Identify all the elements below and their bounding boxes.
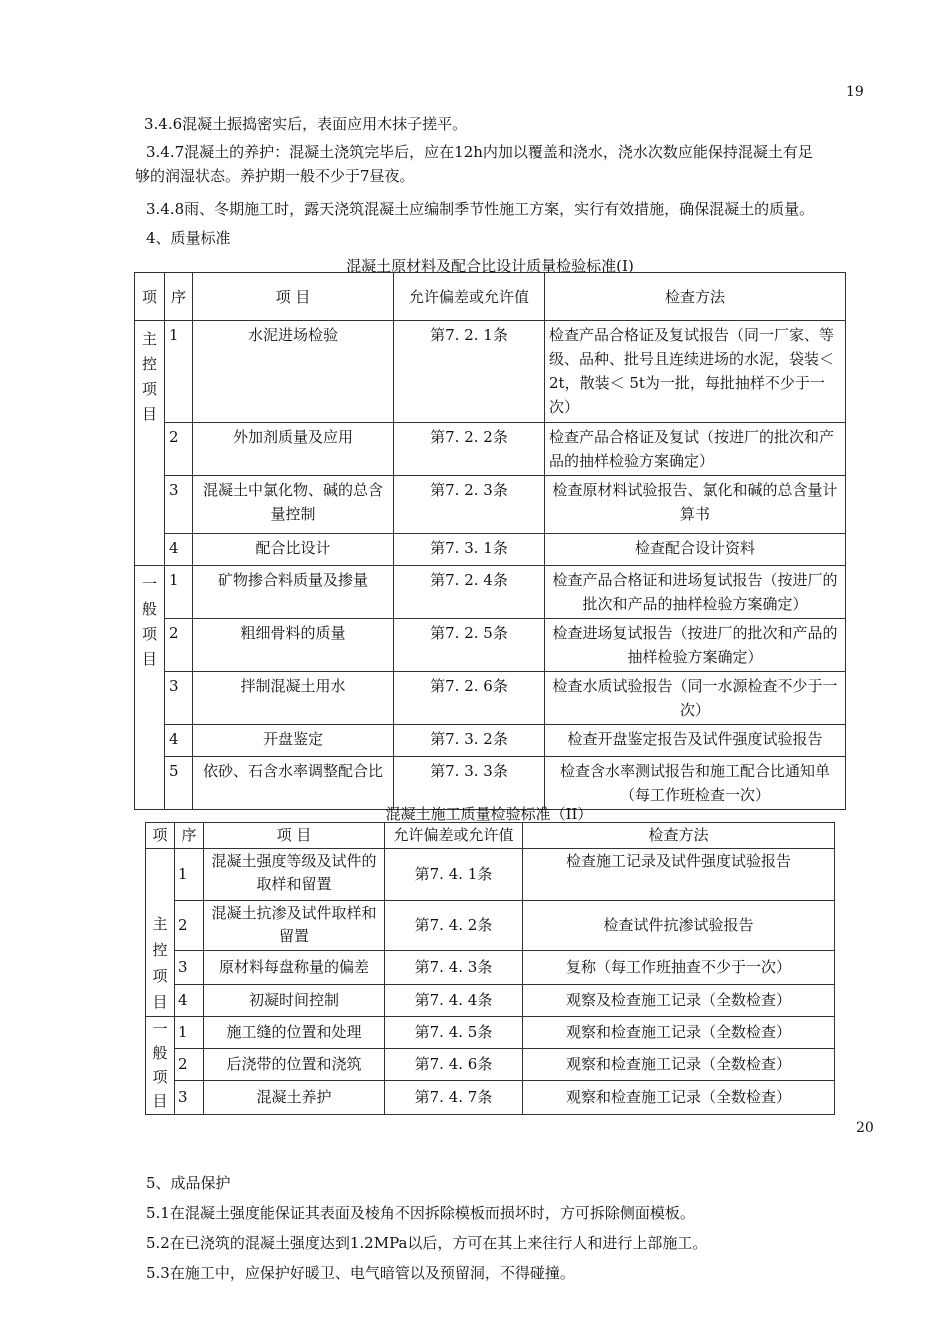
row-item: 初凝时间控制 [204,985,385,1017]
row-value: 第7. 2. 4条 [394,566,545,619]
row-method: 检查含水率测试报告和施工配合比通知单（每工作班检查一次） [545,757,846,810]
row-no: 5 [165,757,193,810]
table-row [146,849,835,901]
row-no: 4 [165,534,193,566]
row-item: 粗细骨料的质量 [193,619,394,672]
group-main-label: 主控项目 [141,330,157,423]
row-method: 检查进场复试报告（按进厂的批次和产品的抽样检验方案确定） [545,619,846,672]
row-value: 第7. 4. 1条 [385,849,523,901]
table2-header-row [146,823,835,849]
header-method: 检查方法 [523,823,835,849]
row-item: 混凝土强度等级及试件的取样和留置 [204,849,385,901]
row-no: 2 [175,901,204,951]
table-row [135,423,846,476]
header-item: 项 目 [193,273,394,321]
header-value: 允许偏差或允许值 [385,823,523,849]
row-no: 3 [165,476,193,534]
table-row [146,1049,835,1081]
row-method: 检查配合设计资料 [545,534,846,566]
row-no: 2 [165,423,193,476]
table-row [135,757,846,810]
row-method: 检查开盘鉴定报告及试件强度试验报告 [545,725,846,757]
row-value: 第7. 4. 4条 [385,985,523,1017]
header-item: 项 目 [204,823,385,849]
header-group: 项 [146,823,175,849]
row-item: 混凝土抗渗及试件取样和留置 [204,901,385,951]
table-row [135,476,846,534]
paragraph-3-4-7-line1: 3.4.7混凝土的养护：混凝土浇筑完毕后，应在12h内加以覆盖和浇水，浇水次数应能保持混凝土有足 [146,143,813,161]
paragraph-5-1: 5.1在混凝土强度能保证其表面及棱角不因拆除模板而损坏时，方可拆除侧面模板。 [146,1204,695,1222]
header-group: 项 [135,273,165,321]
table-row [146,951,835,985]
page-number-top: 19 [846,84,864,100]
row-item: 施工缝的位置和处理 [204,1017,385,1049]
row-value: 第7. 4. 7条 [385,1081,523,1115]
table-row [135,534,846,566]
table1-caption: 混凝土原材料及配合比设计质量检验标准(I) [346,257,634,275]
row-item: 后浇带的位置和浇筑 [204,1049,385,1081]
row-method: 检查产品合格证和进场复试报告（按进厂的批次和产品的抽样检验方案确定） [545,566,846,619]
row-value: 第7. 2. 5条 [394,619,545,672]
page-number-middle: 20 [856,1120,874,1136]
group-general-cell [146,1017,175,1115]
row-value: 第7. 2. 3条 [394,476,545,534]
row-no: 2 [165,619,193,672]
row-no: 3 [175,1081,204,1115]
paragraph-3-4-7-line2: 够的润湿状态。养护期一般不少于7昼夜。 [135,167,415,185]
row-item: 混凝土养护 [204,1081,385,1115]
group-general-label: 一般项目 [152,1020,168,1110]
row-no: 1 [165,566,193,619]
group-general-label: 一般项目 [141,575,157,668]
table2-caption: 混凝土施工质量检验标准（II） [385,805,593,823]
row-value: 第7. 3. 1条 [394,534,545,566]
paragraph-3-4-6: 3.4.6混凝土振捣密实后，表面应用木抹子搓平。 [144,115,468,133]
header-method: 检查方法 [545,273,846,321]
row-method: 观察和检查施工记录（全数检查） [523,1081,835,1115]
row-value: 第7. 3. 3条 [394,757,545,810]
table-row [135,619,846,672]
row-no: 4 [165,725,193,757]
row-no: 2 [175,1049,204,1081]
table1-header-row [135,273,846,321]
row-no: 3 [175,951,204,985]
row-value: 第7. 2. 6条 [394,672,545,725]
row-item: 外加剂质量及应用 [193,423,394,476]
row-method: 检查产品合格证及复试报告（同一厂家、等级、品种、批号且连续进场的水泥，袋装＜ 2t，散装＜ 5t为一批，每批抽样不少于一次） [545,321,846,423]
table-row [146,985,835,1017]
group-general-cell [135,566,165,810]
table2 [145,822,835,1115]
row-item: 依砂、石含水率调整配合比 [193,757,394,810]
row-item: 矿物掺合料质量及掺量 [193,566,394,619]
row-no: 4 [175,985,204,1017]
section-4-title: 4、质量标准 [146,229,231,247]
header-value: 允许偏差或允许值 [394,273,545,321]
row-item: 开盘鉴定 [193,725,394,757]
row-item: 混凝土中氯化物、碱的总含量控制 [193,476,394,534]
table-row [146,901,835,951]
row-item: 配合比设计 [193,534,394,566]
row-method: 检查原材料试验报告、氯化和碱的总含量计算书 [545,476,846,534]
row-method: 观察和检查施工记录（全数检查） [523,1049,835,1081]
group-main-cell [135,321,165,566]
group-main-label: 主控项目 [152,914,168,1011]
table-row [146,1081,835,1115]
header-no: 序 [175,823,204,849]
row-value: 第7. 4. 5条 [385,1017,523,1049]
table-row [135,321,846,423]
row-method: 观察和检查施工记录（全数检查） [523,1017,835,1049]
row-item: 水泥进场检验 [193,321,394,423]
row-value: 第7. 4. 6条 [385,1049,523,1081]
row-no: 1 [175,1017,204,1049]
table-row [146,1017,835,1049]
paragraph-3-4-8: 3.4.8雨、冬期施工时，露天浇筑混凝土应编制季节性施工方案，实行有效措施，确保混凝土的质量。 [146,200,815,218]
row-method: 观察及检查施工记录（全数检查） [523,985,835,1017]
paragraph-5-3: 5.3在施工中，应保护好暖卫、电气暗管以及预留洞，不得碰撞。 [146,1264,575,1282]
paragraph-5-2: 5.2在已浇筑的混凝土强度达到1.2MPa以后，方可在其上来往行人和进行上部施工。 [146,1234,708,1252]
table-row [135,672,846,725]
row-method: 检查试件抗渗试验报告 [523,901,835,951]
row-method: 检查水质试验报告（同一水源检查不少于一次） [545,672,846,725]
table1 [134,272,846,810]
row-value: 第7. 3. 2条 [394,725,545,757]
row-item: 拌制混凝土用水 [193,672,394,725]
header-no: 序 [165,273,193,321]
row-value: 第7. 2. 1条 [394,321,545,423]
row-value: 第7. 4. 3条 [385,951,523,985]
row-no: 1 [165,321,193,423]
group-main-cell [146,849,175,1017]
row-no: 1 [175,849,204,901]
table-row [135,725,846,757]
row-method: 复称（每工作班抽查不少于一次） [523,951,835,985]
row-method: 检查产品合格证及复试（按进厂的批次和产品的抽样检验方案确定） [545,423,846,476]
row-item: 原材料每盘称量的偏差 [204,951,385,985]
table-row [135,566,846,619]
row-value: 第7. 2. 2条 [394,423,545,476]
row-value: 第7. 4. 2条 [385,901,523,951]
row-no: 3 [165,672,193,725]
section-5-title: 5、成品保护 [146,1174,231,1192]
row-method: 检查施工记录及试件强度试验报告 [523,849,835,901]
